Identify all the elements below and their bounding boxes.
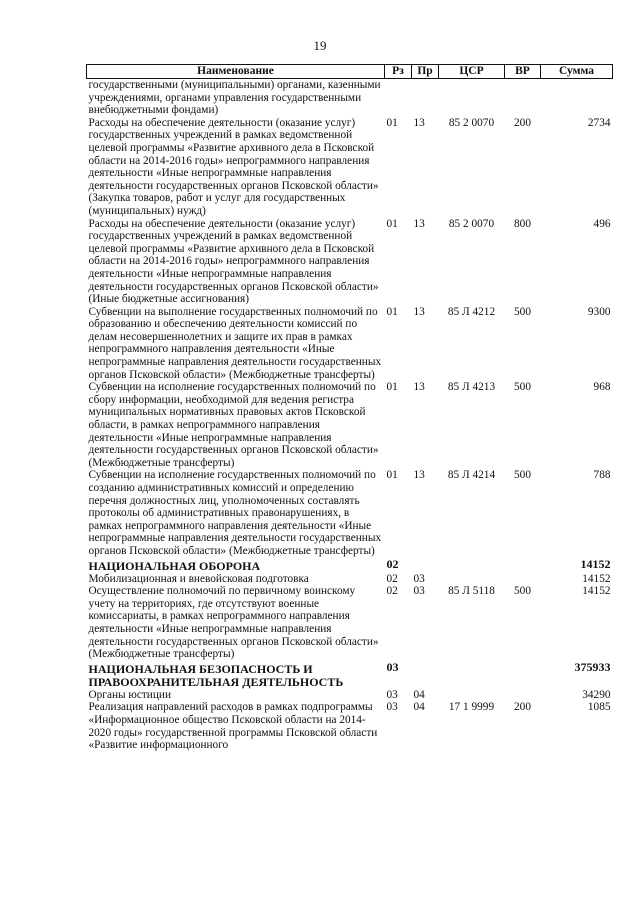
table-body [87,79,613,752]
cell-csr: 85 2 0070 [448,116,495,129]
cell-sum [541,79,613,117]
cell-pr: 13 [413,217,425,230]
cell-sum: 1085 [587,701,611,714]
table-row [87,117,613,218]
cell-name: Осуществление полномочий по первичному воинскому учету на территориях, где отсутствуют военные комиссариаты, в рамках непрограммного направления деятельности «Иные непрограммные направления деятельности государственных органов Псковской области» (Межбюджетные трансферты) [88,585,379,661]
cell-csr: 17 1 9999 [448,701,495,714]
cell-vr: 500 [514,469,531,482]
cell-name: Расходы на обеспечение деятельности (оказание услуг) государственных учреждений в рамках ведомственной целевой программы «Развитие архивного дела в Псковской области на 2014-2016 годы» непрограммного направления деятельности «Иные непрограммные направления деятельности государственных органов Псковской области» (Иные бюджетные ассигнования) [88,217,379,306]
cell-csr: 85 Л 4212 [447,305,496,318]
table-row [87,306,613,382]
header-sum: Сумма [541,65,613,79]
cell-sum: 2734 [587,116,611,129]
table-row [87,469,613,557]
cell-sum: 34290 [582,688,611,701]
cell-csr: 85 Л 5118 [448,585,495,598]
cell-name: государственными (муниципальными) органами, казенными учреждениями, органами управления государственными внебюджетными фондами) [88,79,381,117]
cell-name: Расходы на обеспечение деятельности (оказание услуг) государственных учреждений в рамках ведомственной целевой программы «Развитие архивного дела в Псковской области на 2014-2016 годы» непрограммного направления деятельности «Иные непрограммные направления деятельности государственных органов Псковской области» (Закупка товаров, работ и услуг для государственных (муниципальных) нужд) [88,116,379,217]
cell-csr [439,689,505,702]
cell-name: Реализация направлений расходов в рамках подпрограммы «Информационное общество Псковской области на 2014-2020 годы» государственной программы Псковской области «Развитие информационного [88,701,378,752]
cell-pr [412,558,439,573]
cell-csr [439,661,505,689]
cell-pr: 04 [413,688,425,701]
cell-sum: 788 [593,469,611,482]
cell-csr: 85 Л 4214 [447,469,496,482]
cell-csr: 85 Л 4213 [447,381,496,394]
table-row [87,585,613,661]
cell-vr: 500 [514,381,531,394]
cell-rz: 02 [386,585,398,598]
cell-vr [505,79,541,117]
cell-vr: 200 [514,116,531,129]
cell-csr [439,573,505,586]
cell-rz: 02 [386,572,398,585]
cell-rz: 01 [386,381,398,394]
cell-name: Органы юстиции [88,688,171,701]
cell-vr [505,558,541,573]
cell-pr [412,79,439,117]
cell-sum: 968 [593,381,611,394]
table-row [87,701,613,751]
cell-rz: 03 [386,688,398,701]
cell-vr: 500 [514,305,531,318]
cell-csr [439,79,505,117]
cell-pr [412,661,439,689]
header-rz: Рз [385,65,412,79]
table-row [87,573,613,586]
table-section-row [87,661,613,689]
cell-rz: 03 [386,701,398,714]
cell-name: Субвенции на исполнение государственных полномочий по созданию административных комиссий и определению перечня должностных лиц, уполномоченных составлять протоколы об административных правонарушениях, в рамках непрограммного направления деятельности «Иные непрограммные направления деятельности государственных органов Псковской области» (Межбюджетные трансферты) [88,469,382,557]
cell-pr: 13 [413,381,425,394]
table-row [87,218,613,306]
cell-csr: 85 2 0070 [448,217,495,230]
cell-rz [385,79,412,117]
page-number: 19 [313,38,327,53]
table-row [87,381,613,469]
cell-pr: 03 [413,572,425,585]
cell-vr [505,661,541,689]
cell-rz: 01 [386,116,398,129]
header-name: Наименование [87,65,385,79]
table-row [87,79,613,117]
cell-vr [505,689,541,702]
budget-table [86,64,613,752]
cell-sum: 14152 [580,556,611,571]
header-vr: ВР [505,65,541,79]
cell-vr: 500 [514,585,531,598]
cell-sum: 375933 [574,659,611,674]
cell-pr: 04 [413,701,425,714]
table-section-row [87,558,613,573]
cell-name: НАЦИОНАЛЬНАЯ БЕЗОПАСНОСТЬ И ПРАВООХРАНИТЕЛЬНАЯ ДЕЯТЕЛЬНОСТЬ [88,661,344,689]
cell-vr: 800 [514,217,531,230]
cell-vr [505,573,541,586]
cell-sum: 14152 [582,572,611,585]
cell-rz: 01 [386,469,398,482]
cell-rz: 02 [386,556,399,571]
cell-name: Мобилизационная и вневойсковая подготовка [88,572,309,585]
cell-pr: 13 [413,305,425,318]
cell-sum: 496 [593,217,611,230]
cell-name: Субвенции на исполнение государственных полномочий по сбору информации, необходимой для ведения регистра муниципальных нормативных правовых актов Псковской области, в рамках непрограммного направления деятельности «Иные непрограммные направления деятельности государственных органов Псковской области» (Межбюджетные трансферты) [88,381,379,469]
cell-name: НАЦИОНАЛЬНАЯ ОБОРОНА [88,558,261,573]
header-pr: Пр [412,65,439,79]
header-csr: ЦСР [439,65,505,79]
cell-sum: 14152 [582,585,611,598]
cell-vr: 200 [514,701,531,714]
cell-rz: 01 [386,217,398,230]
cell-pr: 03 [413,585,425,598]
cell-name: Субвенции на выполнение государственных полномочий по образованию и обеспечению деятельности комиссий по делам несовершеннолетних и защите их прав в рамках непрограммного направления деятельности «Иные непрограммные направления деятельности государственных органов Псковской области» (Межбюджетные трансферты) [88,305,382,381]
table-row [87,689,613,702]
cell-pr: 13 [413,116,425,129]
cell-pr: 13 [413,469,425,482]
cell-csr [439,558,505,573]
table-header [87,65,613,79]
cell-rz: 01 [386,305,398,318]
cell-rz: 03 [386,659,399,674]
cell-sum: 9300 [587,305,611,318]
